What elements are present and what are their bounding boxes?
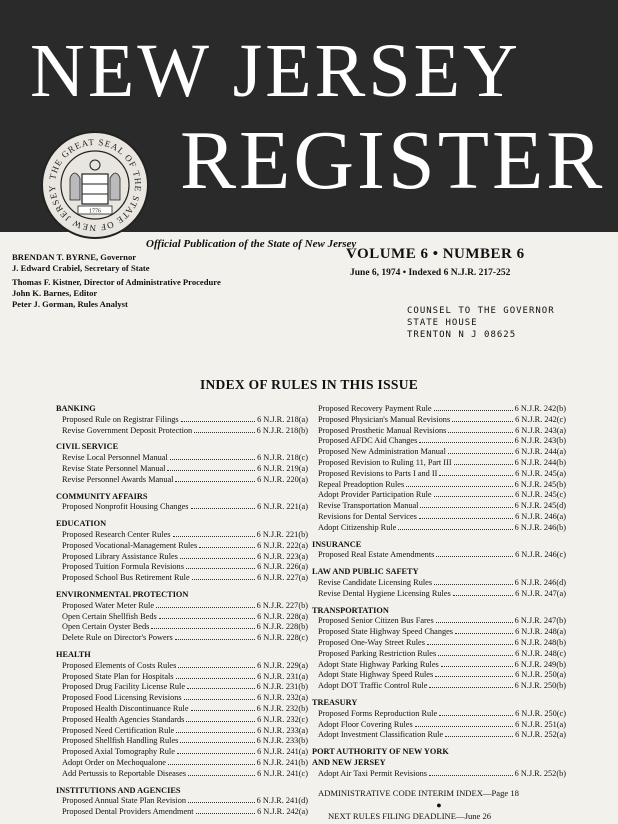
rule-citation: 6 N.J.R. 241(c) [257, 768, 308, 778]
rule-citation: 6 N.J.R. 243(a) [515, 425, 566, 435]
rule-entry [56, 758, 308, 769]
section-heading: EDUCATION [56, 519, 107, 529]
rule-citation: 6 N.J.R. 246(a) [515, 511, 566, 521]
rule-entry [312, 512, 566, 523]
dot-leader [180, 742, 254, 743]
rule-title: Proposed Health Discontinuance Rule [62, 703, 189, 713]
index-section [312, 606, 566, 692]
index-section [312, 698, 566, 741]
issue-dateline: June 6, 1974 • Indexed 6 N.J.R. 217-252 [350, 268, 511, 278]
rule-title: Adopt Order on Mechoqualone [62, 757, 166, 767]
rule-citation: 6 N.J.R. 252(b) [514, 768, 566, 778]
rule-title: Add Pertussis to Reportable Diseases [62, 768, 186, 778]
rule-entry [56, 475, 308, 486]
section-heading: HEALTH [56, 649, 91, 659]
rule-entry [56, 796, 308, 807]
dot-leader [156, 607, 255, 608]
rule-entry [56, 562, 308, 573]
rule-title: Proposed Library Assistance Rules [62, 551, 178, 561]
rule-entry [56, 661, 308, 672]
publication-subtitle: Official Publication of the State of New Jersey [146, 238, 357, 250]
rule-title: Revise Government Deposit Protection [62, 425, 193, 435]
rule-citation: 6 N.J.R. 242(a) [257, 807, 308, 817]
rule-citation: 6 N.J.R. 250(a) [515, 670, 566, 680]
index-section [56, 404, 308, 436]
dot-leader [186, 721, 255, 722]
rule-citation: 6 N.J.R. 233(a) [257, 725, 308, 735]
seal-ring-text: THE GREAT SEAL OF THE STATE OF NEW JERSEY [46, 136, 144, 234]
rule-citation: 6 N.J.R. 223(a) [257, 551, 308, 561]
rule-entry [312, 720, 566, 731]
rule-entry [56, 622, 308, 633]
bullet-icon: ● [436, 800, 442, 811]
dot-leader [398, 529, 512, 530]
rule-title: Proposed State Highway Speed Changes [318, 627, 454, 637]
official-editor: John K. Barnes, Editor [12, 288, 98, 298]
rule-citation: 6 N.J.R. 231(a) [257, 671, 308, 681]
rule-citation: 6 N.J.R. 247(b) [514, 616, 566, 626]
rule-entry [56, 682, 308, 693]
rule-title: Adopt State Highway Speed Rules [318, 670, 434, 680]
dot-leader [175, 639, 255, 640]
rule-title: Adopt Citizenship Rule [318, 522, 397, 532]
rule-entry [312, 589, 566, 600]
rule-title: Open Certain Oyster Beds [62, 622, 150, 632]
rule-citation: 6 N.J.R. 229(a) [257, 660, 308, 670]
rule-entry [312, 769, 566, 780]
index-section [56, 492, 308, 514]
rule-entry [312, 447, 566, 458]
rule-entry [56, 747, 308, 758]
dot-leader [439, 715, 513, 716]
rule-entry [56, 807, 308, 818]
index-right-column [312, 404, 566, 822]
filing-deadline: NEXT RULES FILING DEADLINE—June 26 [328, 811, 492, 822]
section-heading: CIVIL SERVICE [56, 442, 119, 452]
rule-title: Adopt Air Taxi Permit Revisions [318, 768, 427, 778]
rule-entry [56, 541, 308, 552]
rule-entry [312, 638, 566, 649]
rule-entry [56, 415, 308, 426]
rule-citation: 6 N.J.R. 242(b) [514, 404, 566, 413]
section-heading: INSTITUTIONS AND AGENCIES [56, 785, 181, 795]
rule-entry [56, 552, 308, 563]
dot-leader [177, 753, 255, 754]
rule-title: Open Certain Shellfish Beds [62, 611, 157, 621]
dot-leader [191, 508, 256, 509]
admin-code-index: ADMINISTRATIVE CODE INTERIM INDEX—Page 18 [318, 787, 519, 798]
dot-leader [199, 547, 255, 548]
rule-title: Proposed Forms Reproduction Rule [318, 708, 438, 718]
dot-leader [434, 496, 513, 497]
rule-title: Revisions for Dental Services [318, 511, 417, 521]
dot-leader [176, 732, 255, 733]
rule-title: Proposed Nonprofit Housing Changes [62, 502, 189, 512]
rule-title: Proposed Drug Facility License Rule [62, 682, 186, 692]
rule-citation: 6 N.J.R. 218(b) [256, 425, 308, 435]
rule-title: Proposed Dental Providers Amendment [62, 807, 194, 817]
rule-title: Proposed Senior Citizen Bus Fares [318, 616, 434, 626]
dot-leader [184, 699, 255, 700]
official-director: Thomas F. Kistner, Director of Administrative Procedure [12, 277, 221, 287]
rule-citation: 6 N.J.R. 220(a) [257, 474, 308, 484]
rule-entry [56, 601, 308, 612]
rule-entry [312, 709, 566, 720]
rule-title: Revise Personnel Awards Manual [62, 474, 174, 484]
rule-title: Proposed Recovery Payment Rule [318, 404, 432, 413]
dot-leader [175, 481, 255, 482]
dot-leader [435, 676, 513, 677]
rule-citation: 6 N.J.R. 228(b) [256, 622, 308, 632]
rule-entry [312, 550, 566, 561]
rule-title: Revise Dental Hygiene Licensing Rules [318, 588, 451, 598]
rule-citation: 6 N.J.R. 241(d) [256, 796, 308, 806]
rule-entry [56, 453, 308, 464]
rule-entry [56, 715, 308, 726]
rule-entry [56, 502, 308, 513]
dot-leader [151, 628, 254, 629]
rule-citation: 6 N.J.R. 251(a) [515, 719, 566, 729]
dot-leader [173, 536, 255, 537]
rule-citation: 6 N.J.R. 233(b) [256, 736, 308, 746]
rule-citation: 6 N.J.R. 246(d) [514, 577, 566, 587]
mailing-address [407, 305, 555, 341]
rule-entry [312, 436, 566, 447]
dot-leader [191, 710, 255, 711]
index-section [312, 404, 566, 534]
dot-leader [168, 764, 255, 765]
rule-title: Revise Transportation Manual [318, 501, 419, 511]
rule-title: Proposed One-Way Street Rules [318, 637, 425, 647]
rule-title: Proposed Shellfish Handling Rules [62, 736, 179, 746]
rule-entry [56, 726, 308, 737]
dot-leader [445, 736, 513, 737]
dot-leader [452, 421, 513, 422]
rule-citation: 6 N.J.R. 245(a) [515, 468, 566, 478]
official-analyst: Peter J. Gorman, Rules Analyst [12, 299, 128, 309]
rule-citation: 6 N.J.R. 245(d) [514, 501, 566, 511]
rule-citation: 6 N.J.R. 232(c) [257, 714, 308, 724]
rule-entry [56, 612, 308, 623]
index-section [312, 567, 566, 599]
section-heading: LAW AND PUBLIC SAFETY [312, 567, 419, 577]
rule-entry [56, 736, 308, 747]
rule-title: Proposed Vocational-Management Rules [62, 540, 198, 550]
address-line: STATE HOUSE [407, 318, 478, 328]
dot-leader [180, 558, 255, 559]
rule-entry [312, 523, 566, 534]
officials-list [12, 252, 221, 310]
dot-leader [196, 813, 255, 814]
rule-citation: 6 N.J.R. 219(a) [257, 463, 308, 473]
rule-citation: 6 N.J.R. 246(b) [514, 522, 566, 532]
rule-entry [312, 616, 566, 627]
dot-leader [192, 579, 255, 580]
dot-leader [419, 442, 512, 443]
rule-title: Proposed Food Licensing Revisions [62, 693, 182, 703]
section-heading: TRANSPORTATION [312, 605, 389, 615]
masthead-title-line1: NEW JERSEY [30, 29, 521, 113]
volume-number: VOLUME 6 • NUMBER 6 [346, 246, 525, 262]
official-governor: BRENDAN T. BYRNE, Governor [12, 252, 137, 262]
rule-entry [312, 681, 566, 692]
rule-entry [56, 530, 308, 541]
rule-citation: 6 N.J.R. 221(b) [256, 529, 308, 539]
rule-title: Proposed Health Agencies Standards [62, 714, 185, 724]
dot-leader [434, 584, 513, 585]
rule-title: Proposed Research Center Rules [62, 529, 171, 539]
address-line: TRENTON N J 08625 [407, 330, 517, 340]
rule-entry [312, 660, 566, 671]
rule-entry [312, 578, 566, 589]
rule-entry [312, 501, 566, 512]
index-section [56, 519, 308, 584]
index-section [56, 590, 308, 644]
index-left-column [56, 404, 308, 824]
rule-citation: 6 N.J.R. 232(a) [257, 693, 308, 703]
index-section [312, 540, 566, 562]
rule-title: Proposed Tuition Formula Revisions [62, 562, 184, 572]
rule-entry [56, 633, 308, 644]
dot-leader [427, 644, 513, 645]
dot-leader [420, 507, 512, 508]
rule-title: Proposed Physician's Manual Revisions [318, 414, 451, 424]
rule-citation: 6 N.J.R. 221(a) [257, 502, 308, 512]
rule-title: Adopt DOT Traffic Control Rule [318, 681, 428, 691]
rule-entry [312, 730, 566, 741]
rule-citation: 6 N.J.R. 247(a) [515, 588, 566, 598]
rule-entry [56, 693, 308, 704]
rule-entry [56, 464, 308, 475]
dot-leader [429, 775, 513, 776]
section-heading: COMMUNITY AFFAIRS [56, 491, 148, 501]
rule-entry [56, 704, 308, 715]
rule-citation: 6 N.J.R. 244(b) [514, 457, 566, 467]
rule-title: Proposed Revision to Ruling 11, Part III [318, 457, 452, 467]
rule-title: Adopt Provider Participation Rule [318, 490, 432, 500]
rule-title: Delete Rule on Director's Powers [62, 633, 173, 643]
dot-leader [454, 464, 513, 465]
rule-citation: 6 N.J.R. 227(b) [256, 600, 308, 610]
rule-title: Proposed State Plan for Hospitals [62, 671, 174, 681]
index-section [56, 650, 308, 780]
rule-entry [312, 404, 566, 415]
rule-entry [312, 426, 566, 437]
dot-leader [419, 518, 513, 519]
rule-entry [312, 458, 566, 469]
section-heading: TREASURY [312, 697, 358, 707]
section-heading: INSURANCE [312, 539, 362, 549]
rule-citation: 6 N.J.R. 218(a) [257, 414, 308, 424]
right-column-sections [312, 404, 566, 780]
rule-entry [56, 769, 308, 780]
rule-citation: 6 N.J.R. 226(a) [257, 562, 308, 572]
rule-entry [56, 672, 308, 683]
rule-entry [312, 627, 566, 638]
section-heading: BANKING [56, 404, 96, 413]
rule-citation: 6 N.J.R. 252(a) [515, 730, 566, 740]
rule-title: Proposed Revisions to Parts I and II [318, 468, 438, 478]
dot-leader [406, 486, 512, 487]
dot-leader [415, 726, 513, 727]
address-line: COUNSEL TO THE GOVERNOR [407, 306, 555, 316]
rule-citation: 6 N.J.R. 248(a) [515, 627, 566, 637]
rule-citation: 6 N.J.R. 228(a) [257, 611, 308, 621]
seal-year: 1776 [89, 208, 101, 215]
dot-leader [159, 618, 255, 619]
rule-title: Adopt Floor Covering Rules [318, 719, 413, 729]
rule-citation: 6 N.J.R. 231(b) [256, 682, 308, 692]
index-section [312, 747, 566, 779]
rule-citation: 6 N.J.R. 242(c) [515, 414, 566, 424]
dot-leader [188, 802, 255, 803]
rule-title: Repeal Preadoption Rules [318, 479, 405, 489]
rule-title: Revise Local Personnel Manual [62, 453, 168, 463]
dot-leader [453, 595, 513, 596]
dot-leader [188, 775, 255, 776]
rule-entry [312, 415, 566, 426]
dot-leader [436, 556, 513, 557]
dot-leader [176, 678, 256, 679]
rule-citation: 6 N.J.R. 232(b) [256, 703, 308, 713]
rule-citation: 6 N.J.R. 228(c) [257, 633, 308, 643]
rule-title: Proposed Water Meter Rule [62, 600, 155, 610]
dot-leader [181, 421, 255, 422]
rule-title: Proposed AFDC Aid Changes [318, 436, 418, 446]
rule-title: Adopt Investment Classification Rule [318, 730, 444, 740]
dot-leader [441, 666, 513, 667]
rule-entry [312, 670, 566, 681]
rule-title: Proposed New Administration Manual [318, 447, 446, 457]
rule-citation: 6 N.J.R. 241(b) [256, 757, 308, 767]
rule-citation: 6 N.J.R. 244(a) [515, 447, 566, 457]
rule-citation: 6 N.J.R. 250(c) [515, 708, 566, 718]
rule-title: Proposed Rule on Registrar Filings [62, 414, 179, 424]
index-section [56, 442, 308, 485]
rule-title: Proposed Prosthetic Manual Revisions [318, 425, 447, 435]
masthead-title-line2: REGISTER [180, 114, 606, 207]
section-heading: PORT AUTHORITY OF NEW YORK AND NEW JERSEY [312, 747, 449, 767]
section-heading: ENVIRONMENTAL PROTECTION [56, 589, 189, 599]
rule-entry [56, 426, 308, 437]
dot-leader [455, 633, 513, 634]
rule-citation: 6 N.J.R. 243(b) [514, 436, 566, 446]
dot-leader [429, 687, 512, 688]
rule-citation: 6 N.J.R. 249(b) [514, 659, 566, 669]
rule-title: Revise State Personnel Manual [62, 463, 166, 473]
index-title: INDEX OF RULES IN THIS ISSUE [199, 377, 419, 392]
rule-citation: 6 N.J.R. 241(a) [257, 747, 308, 757]
dot-leader [187, 688, 255, 689]
rule-title: Proposed Real Estate Amendments [318, 550, 435, 560]
rule-title: Proposed Annual State Plan Revision [62, 796, 186, 806]
rule-citation: 6 N.J.R. 227(a) [257, 573, 308, 583]
dot-leader [436, 622, 513, 623]
dot-leader [448, 432, 513, 433]
dot-leader [438, 655, 513, 656]
state-seal-icon [40, 130, 150, 240]
dot-leader [178, 667, 255, 668]
rule-title: Proposed Axial Tomography Rule [62, 747, 175, 757]
rule-citation: 6 N.J.R. 245(b) [514, 479, 566, 489]
rule-citation: 6 N.J.R. 248(c) [515, 648, 566, 658]
dot-leader [434, 410, 513, 411]
dot-leader [167, 470, 255, 471]
rule-title: Proposed Parking Restriction Rules [318, 648, 437, 658]
rule-citation: 6 N.J.R. 222(a) [257, 540, 308, 550]
rule-citation: 6 N.J.R. 246(c) [515, 550, 566, 560]
rule-entry [312, 649, 566, 660]
rule-citation: 6 N.J.R. 245(c) [515, 490, 566, 500]
dot-leader [186, 568, 255, 569]
rule-citation: 6 N.J.R. 248(b) [514, 637, 566, 647]
rule-entry [312, 469, 566, 480]
rule-entry [312, 490, 566, 501]
rule-title: Proposed Elements of Costs Rules [62, 660, 177, 670]
rule-title: Proposed School Bus Retirement Rule [62, 573, 190, 583]
index-section [56, 786, 308, 818]
rule-title: Revise Candidate Licensing Rules [318, 577, 433, 587]
dot-leader [439, 475, 513, 476]
dot-leader [194, 432, 254, 433]
rule-title: Proposed Need Certification Rule [62, 725, 175, 735]
rule-title: Adopt State Highway Parking Rules [318, 659, 439, 669]
rule-entry [312, 480, 566, 491]
rule-citation: 6 N.J.R. 218(c) [257, 453, 308, 463]
rule-citation: 6 N.J.R. 250(b) [514, 681, 566, 691]
rule-entry [56, 573, 308, 584]
dot-leader [170, 459, 255, 460]
official-secretary: J. Edward Crabiel, Secretary of State [12, 263, 150, 273]
dot-leader [448, 453, 513, 454]
